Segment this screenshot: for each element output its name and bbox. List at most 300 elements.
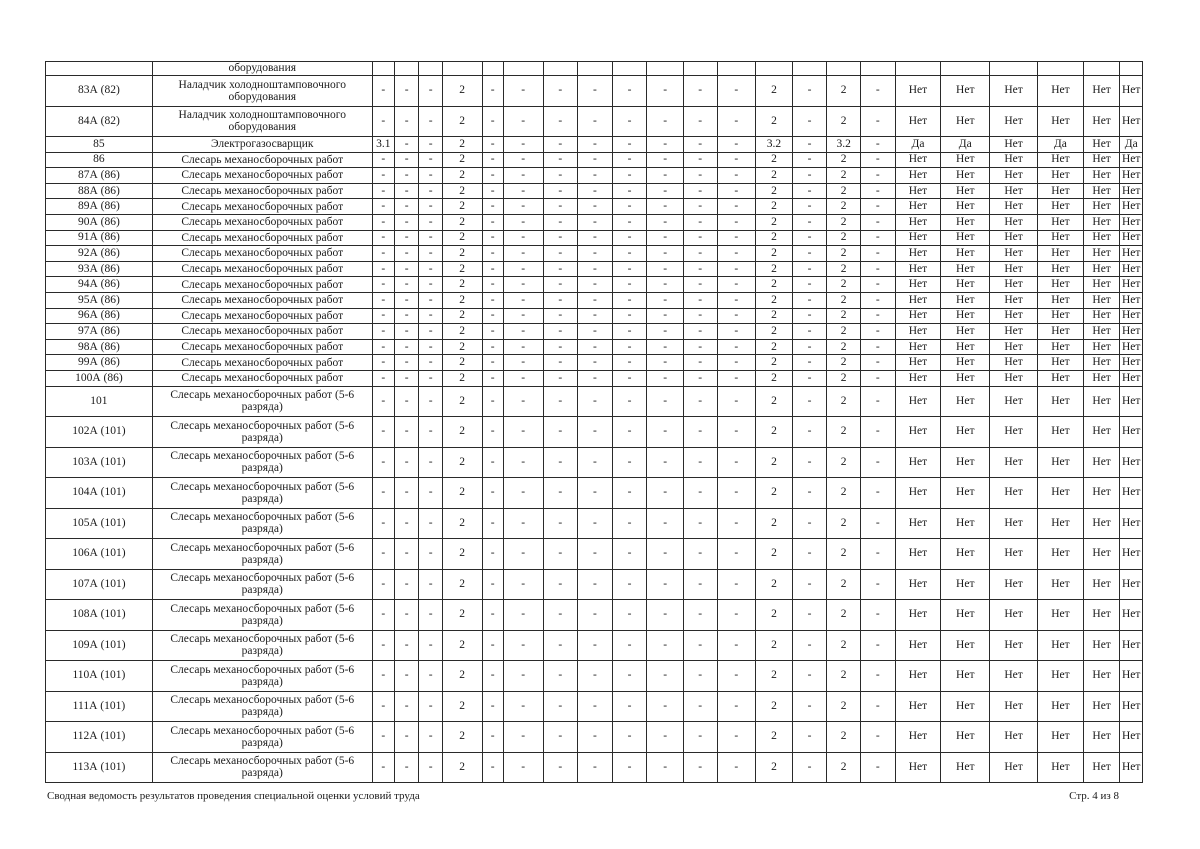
factor-class-cell: - (792, 168, 827, 184)
flag-cell: Нет (990, 246, 1038, 262)
flag-cell: Нет (1083, 292, 1120, 308)
factor-class-cell: - (482, 569, 503, 600)
table-row (46, 752, 1143, 783)
factor-class-cell: - (543, 308, 578, 324)
row-name-cell: Слесарь механосборочных работ (152, 324, 372, 340)
factor-class-cell: - (482, 106, 503, 137)
flag-cell: Нет (990, 386, 1038, 417)
factor-class-cell: 2 (756, 230, 793, 246)
factor-class-cell: - (612, 76, 647, 107)
factor-class-cell: - (860, 76, 895, 107)
flag-cell: Нет (895, 277, 941, 293)
factor-class-cell: 2 (442, 183, 482, 199)
flag-cell: Нет (1083, 339, 1120, 355)
factor-class-cell: - (860, 199, 895, 215)
table-row (46, 324, 1143, 340)
table-row (46, 277, 1143, 293)
factor-class-cell: - (395, 277, 419, 293)
factor-class-cell: - (419, 478, 442, 509)
factor-class-cell: 2 (442, 152, 482, 168)
factor-class-cell: - (683, 106, 717, 137)
factor-class-cell: - (647, 214, 684, 230)
factor-class-cell: - (543, 183, 578, 199)
row-name-cell: Слесарь механосборочных работ (152, 199, 372, 215)
table-row (46, 106, 1143, 137)
factor-class-cell: - (647, 152, 684, 168)
factor-class-cell: - (647, 752, 684, 783)
factor-class-cell: - (482, 630, 503, 661)
factor-class-cell: 2 (827, 691, 861, 722)
factor-class-cell: 2 (827, 76, 861, 107)
flag-cell: Нет (1038, 539, 1084, 570)
factor-class-cell: - (612, 370, 647, 386)
factor-class-cell: - (578, 478, 613, 509)
factor-class-cell: 2 (756, 752, 793, 783)
factor-class-cell: - (612, 691, 647, 722)
factor-class-cell: - (860, 106, 895, 137)
factor-class-cell: - (543, 292, 578, 308)
row-id-cell: 99А (86) (46, 355, 153, 371)
flag-cell: Нет (1038, 292, 1084, 308)
factor-class-cell: 2 (442, 324, 482, 340)
factor-class-cell: - (395, 569, 419, 600)
factor-class-cell: - (419, 600, 442, 631)
factor-class-cell: - (612, 539, 647, 570)
factor-class-cell: - (683, 76, 717, 107)
factor-class-cell: - (578, 569, 613, 600)
factor-class-cell: - (503, 722, 543, 753)
flag-cell: Нет (1120, 324, 1143, 340)
row-name-cell: Наладчик холодноштамповочного оборудования (152, 106, 372, 137)
factor-class-cell: - (543, 246, 578, 262)
factor-class-cell: - (683, 168, 717, 184)
flag-cell: Нет (1120, 355, 1143, 371)
factor-class-cell: - (717, 339, 756, 355)
row-name-cell: Слесарь механосборочных работ (152, 261, 372, 277)
flag-cell: Нет (1120, 539, 1143, 570)
factor-class-cell: - (792, 152, 827, 168)
flag-cell: Нет (1120, 478, 1143, 509)
factor-class-cell: - (503, 508, 543, 539)
factor-class-cell: - (578, 722, 613, 753)
factor-class-cell: - (395, 106, 419, 137)
row-id-cell: 85 (46, 137, 153, 153)
flag-cell: Нет (1120, 417, 1143, 448)
factor-class-cell: - (860, 370, 895, 386)
factor-class-cell: - (578, 447, 613, 478)
flag-cell: Нет (941, 199, 990, 215)
factor-class-cell: - (792, 324, 827, 340)
factor-class-cell: 2 (756, 417, 793, 448)
factor-class-cell: - (683, 230, 717, 246)
factor-class-cell: - (792, 261, 827, 277)
factor-class-cell: - (647, 168, 684, 184)
factor-class-cell: - (717, 478, 756, 509)
factor-class-cell: - (419, 308, 442, 324)
row-name-cell: Слесарь механосборочных работ (152, 183, 372, 199)
table-row (46, 600, 1143, 631)
factor-class-cell: - (717, 600, 756, 631)
page-number: Стр. 4 из 8 (1069, 790, 1119, 802)
flag-cell: Нет (895, 292, 941, 308)
factor-class-cell: - (860, 722, 895, 753)
row-id-cell: 111А (101) (46, 691, 153, 722)
flag-cell: Нет (1083, 722, 1120, 753)
factor-class-cell: - (543, 691, 578, 722)
factor-class-cell: - (860, 137, 895, 153)
flag-cell: Нет (895, 417, 941, 448)
factor-class-cell: - (503, 152, 543, 168)
flag-cell: Нет (1083, 106, 1120, 137)
factor-class-cell: - (482, 370, 503, 386)
factor-class-cell: - (543, 370, 578, 386)
row-name-cell: Слесарь механосборочных работ (152, 152, 372, 168)
factor-class-cell: - (792, 447, 827, 478)
flag-cell: Нет (941, 600, 990, 631)
factor-class-cell: 2 (442, 292, 482, 308)
row-id-cell: 108А (101) (46, 600, 153, 631)
factor-class-cell: - (543, 277, 578, 293)
row-name-cell: Слесарь механосборочных работ (5-6 разряда) (152, 600, 372, 631)
row-id-cell: 89А (86) (46, 199, 153, 215)
factor-class-cell: 2 (756, 447, 793, 478)
flag-cell: Нет (1038, 569, 1084, 600)
factor-class-cell: - (612, 478, 647, 509)
factor-class-cell: - (372, 261, 394, 277)
row-name-cell: Слесарь механосборочных работ (5-6 разряда) (152, 722, 372, 753)
factor-class-cell: - (503, 417, 543, 448)
factor-class-cell: - (395, 722, 419, 753)
flag-cell: Нет (1083, 152, 1120, 168)
factor-class-cell: - (792, 600, 827, 631)
factor-class-cell: 2 (827, 214, 861, 230)
factor-class-cell: - (395, 630, 419, 661)
table-row (46, 569, 1143, 600)
flag-cell: Нет (1038, 447, 1084, 478)
flag-cell: Нет (990, 292, 1038, 308)
flag-cell: Нет (895, 214, 941, 230)
factor-class-cell: - (543, 661, 578, 692)
factor-class-cell: - (683, 214, 717, 230)
factor-class-cell: 2 (756, 478, 793, 509)
factor-class-cell: - (395, 246, 419, 262)
row-id-cell: 92А (86) (46, 246, 153, 262)
row-id-cell: 113А (101) (46, 752, 153, 783)
factor-class-cell: - (683, 292, 717, 308)
factor-class-cell: - (503, 106, 543, 137)
factor-class-cell: - (578, 417, 613, 448)
factor-class-cell: - (543, 447, 578, 478)
flag-cell: Нет (1120, 168, 1143, 184)
factor-class-cell: - (612, 447, 647, 478)
factor-class-cell: 2 (827, 261, 861, 277)
flag-cell: Нет (990, 277, 1038, 293)
factor-class-cell: 2 (442, 76, 482, 107)
factor-class-cell: 2 (442, 417, 482, 448)
factor-class-cell: - (543, 137, 578, 153)
flag-cell: Нет (990, 168, 1038, 184)
factor-class-cell: 2 (442, 246, 482, 262)
flag-cell: Нет (990, 630, 1038, 661)
factor-class-cell: - (419, 277, 442, 293)
factor-class-cell: - (419, 447, 442, 478)
factor-class-cell: - (395, 230, 419, 246)
factor-class-cell: - (372, 214, 394, 230)
factor-class-cell: - (860, 168, 895, 184)
flag-cell: Нет (941, 569, 990, 600)
factor-class-cell: - (717, 691, 756, 722)
factor-class-cell: - (503, 339, 543, 355)
flag-cell: Нет (895, 168, 941, 184)
factor-class-cell: 2 (827, 478, 861, 509)
factor-class-cell: - (395, 386, 419, 417)
table-row (46, 308, 1143, 324)
factor-class-cell: - (372, 292, 394, 308)
factor-class-cell: - (717, 137, 756, 153)
factor-class-cell: - (612, 355, 647, 371)
factor-class-cell: - (395, 76, 419, 107)
factor-class-cell: - (717, 308, 756, 324)
factor-class-cell: - (612, 246, 647, 262)
flag-cell: Нет (990, 447, 1038, 478)
row-id-cell: 93А (86) (46, 261, 153, 277)
factor-class-cell: - (503, 539, 543, 570)
flag-cell: Нет (1038, 752, 1084, 783)
factor-class-cell: - (647, 386, 684, 417)
factor-class-cell: - (860, 630, 895, 661)
table-row (46, 199, 1143, 215)
factor-class-cell: - (647, 76, 684, 107)
factor-class-cell: - (543, 106, 578, 137)
row-id-cell: 94А (86) (46, 277, 153, 293)
factor-class-cell: - (482, 308, 503, 324)
factor-class-cell: - (792, 214, 827, 230)
factor-class-cell: - (860, 183, 895, 199)
factor-class-cell: - (578, 508, 613, 539)
factor-class-cell: - (717, 447, 756, 478)
factor-class-cell: 2 (756, 292, 793, 308)
row-name-cell: Слесарь механосборочных работ (5-6 разряда) (152, 630, 372, 661)
factor-class-cell: 2 (827, 630, 861, 661)
flag-cell: Нет (1083, 370, 1120, 386)
flag-cell: Нет (895, 752, 941, 783)
flag-cell: Нет (1120, 752, 1143, 783)
flag-cell: Нет (895, 722, 941, 753)
factor-class-cell: - (683, 691, 717, 722)
factor-class-cell: 2 (827, 292, 861, 308)
factor-class-cell: 2 (756, 246, 793, 262)
factor-class-cell: - (612, 230, 647, 246)
factor-class-cell: - (717, 199, 756, 215)
flag-cell: Нет (1038, 370, 1084, 386)
factor-class-cell: - (717, 630, 756, 661)
flag-cell: Нет (1038, 308, 1084, 324)
factor-class-cell: 2 (756, 76, 793, 107)
factor-class-cell: - (860, 355, 895, 371)
row-name-cell: Слесарь механосборочных работ (5-6 разряда) (152, 386, 372, 417)
factor-class-cell: - (792, 277, 827, 293)
factor-class-cell: - (647, 508, 684, 539)
factor-class-cell: - (543, 539, 578, 570)
row-id-cell: 84А (82) (46, 106, 153, 137)
flag-cell: Нет (990, 661, 1038, 692)
factor-class-cell: - (419, 183, 442, 199)
factor-class-cell: - (543, 168, 578, 184)
flag-cell: Да (941, 137, 990, 153)
factor-class-cell: 2 (827, 569, 861, 600)
factor-class-cell: - (482, 292, 503, 308)
factor-class-cell: - (792, 246, 827, 262)
flag-cell: Нет (990, 152, 1038, 168)
flag-cell: Нет (941, 447, 990, 478)
table-row (46, 355, 1143, 371)
factor-class-cell: - (647, 261, 684, 277)
factor-class-cell: - (612, 324, 647, 340)
factor-class-cell: 2 (827, 277, 861, 293)
factor-class-cell: - (482, 722, 503, 753)
factor-class-cell: - (543, 752, 578, 783)
table-row (46, 447, 1143, 478)
factor-class-cell: - (860, 339, 895, 355)
factor-class-cell: - (717, 569, 756, 600)
row-name-cell: Наладчик холодноштамповочного оборудования (152, 76, 372, 107)
row-id-cell (46, 62, 153, 76)
flag-cell: Нет (941, 292, 990, 308)
factor-class-cell: - (647, 246, 684, 262)
factor-class-cell: 3.2 (756, 137, 793, 153)
factor-class-cell: 2 (756, 569, 793, 600)
flag-cell: Нет (1120, 183, 1143, 199)
flag-cell: Нет (941, 370, 990, 386)
factor-class-cell: - (372, 478, 394, 509)
row-name-cell: Слесарь механосборочных работ (5-6 разряда) (152, 539, 372, 570)
factor-class-cell: - (647, 478, 684, 509)
row-name-cell: Слесарь механосборочных работ (152, 214, 372, 230)
flag-cell: Нет (895, 106, 941, 137)
factor-class-cell: - (482, 168, 503, 184)
flag-cell: Нет (895, 447, 941, 478)
table-row (46, 339, 1143, 355)
factor-class-cell: - (543, 508, 578, 539)
row-name-cell: Электрогазосварщик (152, 137, 372, 153)
flag-cell: Да (895, 137, 941, 153)
factor-class-cell: 2 (827, 324, 861, 340)
table-row (46, 417, 1143, 448)
factor-class-cell: - (419, 691, 442, 722)
flag-cell: Нет (990, 752, 1038, 783)
table-row (46, 508, 1143, 539)
flag-cell: Нет (1038, 600, 1084, 631)
flag-cell: Нет (1120, 339, 1143, 355)
factor-class-cell: - (860, 292, 895, 308)
factor-class-cell: 2 (827, 752, 861, 783)
factor-class-cell: - (482, 447, 503, 478)
flag-cell: Нет (1120, 508, 1143, 539)
factor-class-cell: - (683, 152, 717, 168)
row-id-cell: 86 (46, 152, 153, 168)
flag-cell: Нет (1083, 199, 1120, 215)
factor-class-cell: - (647, 417, 684, 448)
flag-cell: Нет (941, 106, 990, 137)
factor-class-cell: - (395, 183, 419, 199)
flag-cell: Нет (990, 261, 1038, 277)
factor-class-cell: - (683, 569, 717, 600)
factor-class-cell: - (860, 386, 895, 417)
factor-class-cell: - (647, 106, 684, 137)
factor-class-cell: - (647, 199, 684, 215)
factor-class-cell: - (503, 168, 543, 184)
factor-class-cell: - (482, 339, 503, 355)
factor-class-cell: - (395, 752, 419, 783)
factor-class-cell: - (792, 386, 827, 417)
factor-class-cell: - (543, 324, 578, 340)
factor-class-cell: - (647, 277, 684, 293)
factor-class-cell: 2 (756, 214, 793, 230)
factor-class-cell: - (503, 292, 543, 308)
flag-cell: Нет (1038, 261, 1084, 277)
row-id-cell: 91А (86) (46, 230, 153, 246)
flag-cell: Нет (1120, 569, 1143, 600)
table-row (46, 386, 1143, 417)
factor-class-cell: - (578, 752, 613, 783)
row-id-cell: 102А (101) (46, 417, 153, 448)
factor-class-cell: - (419, 199, 442, 215)
factor-class-cell: - (717, 386, 756, 417)
flag-cell: Да (1120, 137, 1143, 153)
factor-class-cell: - (372, 183, 394, 199)
factor-class-cell: - (372, 339, 394, 355)
row-name-cell: Слесарь механосборочных работ (152, 246, 372, 262)
factor-class-cell: - (419, 339, 442, 355)
factor-class-cell: - (372, 722, 394, 753)
flag-cell: Нет (990, 508, 1038, 539)
factor-class-cell: - (683, 508, 717, 539)
factor-class-cell: - (683, 661, 717, 692)
factor-class-cell: - (612, 106, 647, 137)
flag-cell: Нет (1038, 661, 1084, 692)
flag-cell: Нет (1038, 277, 1084, 293)
flag-cell: Нет (1120, 661, 1143, 692)
factor-class-cell: - (503, 386, 543, 417)
flag-cell: Нет (1038, 508, 1084, 539)
factor-class-cell: - (503, 76, 543, 107)
flag-cell: Нет (1120, 722, 1143, 753)
factor-class-cell: - (482, 355, 503, 371)
flag-cell: Нет (941, 230, 990, 246)
factor-class-cell: - (419, 661, 442, 692)
factor-class-cell: - (482, 214, 503, 230)
flag-cell: Нет (990, 339, 1038, 355)
flag-cell: Да (1038, 137, 1084, 153)
factor-class-cell: - (482, 261, 503, 277)
factor-class-cell: - (792, 292, 827, 308)
factor-class-cell: - (647, 324, 684, 340)
factor-class-cell: - (372, 76, 394, 107)
factor-class-cell: - (543, 339, 578, 355)
factor-class-cell: - (419, 324, 442, 340)
factor-class-cell: - (419, 106, 442, 137)
factor-class-cell: 3.2 (827, 137, 861, 153)
factor-class-cell: - (792, 339, 827, 355)
factor-class-cell: - (612, 752, 647, 783)
factor-class-cell: - (683, 277, 717, 293)
flag-cell: Нет (1083, 277, 1120, 293)
factor-class-cell: - (419, 417, 442, 448)
flag-cell: Нет (895, 630, 941, 661)
factor-class-cell: 2 (756, 630, 793, 661)
factor-class-cell: - (372, 569, 394, 600)
factor-class-cell: 2 (756, 386, 793, 417)
